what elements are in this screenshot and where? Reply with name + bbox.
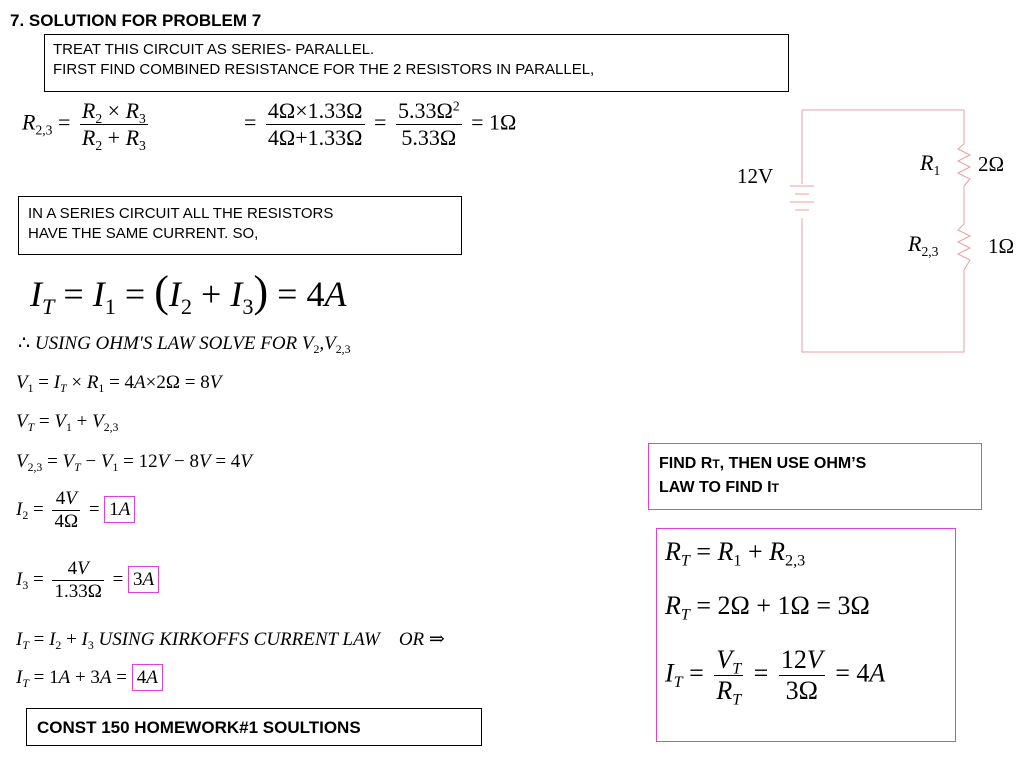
r1-value: 2Ω [978,152,1005,176]
r1-resistor [958,144,970,186]
rt-equations-box [656,528,956,742]
kirchhoff-text: USING KIRKOFFS CURRENT LAW [98,629,380,650]
v23-equation: $V_{2,3} = V_T - V_1 = 12V - 8V = 4V$ [16,451,252,475]
or-text: OR [398,629,425,650]
circuit-diagram [730,100,1020,360]
rt-value-equation: $R_T = 2\Omega + 1\Omega = 3\Omega$ [665,591,870,624]
r23-evaluation: = $\frac{4\Omega\times 1.33\Omega}{4\Omega+1.33\Omega}$ = $\frac{5.33\Omega^2}{5.33\Omega}$ = 1Ω [244,98,517,150]
series-line-2: HAVE THE SAME CURRENT. SO, [28,225,259,242]
footer-text: CONST 150 HOMEWORK#1 SOULTIONS [37,718,361,737]
intro-line-2: FIRST FIND COMBINED RESISTANCE FOR THE 2 RESISTORS IN PARALLEL, [53,61,595,78]
it-ohm-equation: $I_T$ = $\frac{V_T}{R_T}$ = $\frac{12V}{3\Omega}$ = 4A [665,645,886,709]
vt-equation: $V_T = V_1 + V_{2,3}$ [16,411,119,435]
i3-equation: $I_3$ = $\frac{4V}{1.33\Omega}$ = 3A [16,558,159,603]
v1-equation: $V_1 = I_T \times R_1 = 4A\times 2\Omega = 8V$ [16,372,222,396]
kirchhoff-equation: $I_T = I_2 + I_3$ USING KIRKOFFS CURRENT LAW OR ⇒ [16,629,445,653]
r23-label: $R_{2,3}$ [908,231,939,259]
it-sum-equation: $I_T = 1A + 3A = 4A$ [16,667,163,689]
it-result: 4A [132,664,163,691]
source-label: 12V [737,164,774,188]
ohm-law-line: ∴ USING OHM'S LAW SOLVE FOR $V_2,V_{2,3}$ [18,333,351,357]
i3-result: 3A [128,566,159,593]
current-equality-equation: $I_T = I_1 = (I_2 + I_3) = 4A$ [30,267,347,319]
intro-note-box [44,34,789,92]
find-rt-box [648,443,982,510]
find-rt-line-2: LAW TO FIND IT [659,479,779,496]
r23-value: 1Ω [988,234,1015,258]
ohm-law-text: USING OHM'S LAW SOLVE FOR V [34,333,314,354]
find-rt-line-1: FIND RT, THEN USE OHM’S [659,455,867,472]
rt-sum-equation: $R_T = R_1 + R_{2,3}$ [665,537,806,570]
r23-equation: $R_{2,3}$ = $\frac{R_2 \times R_3}{R_2 + R_3}$ [22,98,146,153]
i2-equation: $I_2$ = $\frac{4V}{4\Omega}$ = 1A [16,488,135,533]
page-title: 7. SOLUTION FOR PROBLEM 7 [10,11,262,30]
r1-label: $R_1$ [920,150,941,178]
footer-box [26,708,482,746]
r23-resistor [958,224,970,270]
series-line-1: IN A SERIES CIRCUIT ALL THE RESISTORS [28,205,334,222]
series-note-box [18,196,462,255]
i2-result: 1A [104,496,135,523]
intro-line-1: TREAT THIS CIRCUIT AS SERIES- PARALLEL. [53,41,375,58]
